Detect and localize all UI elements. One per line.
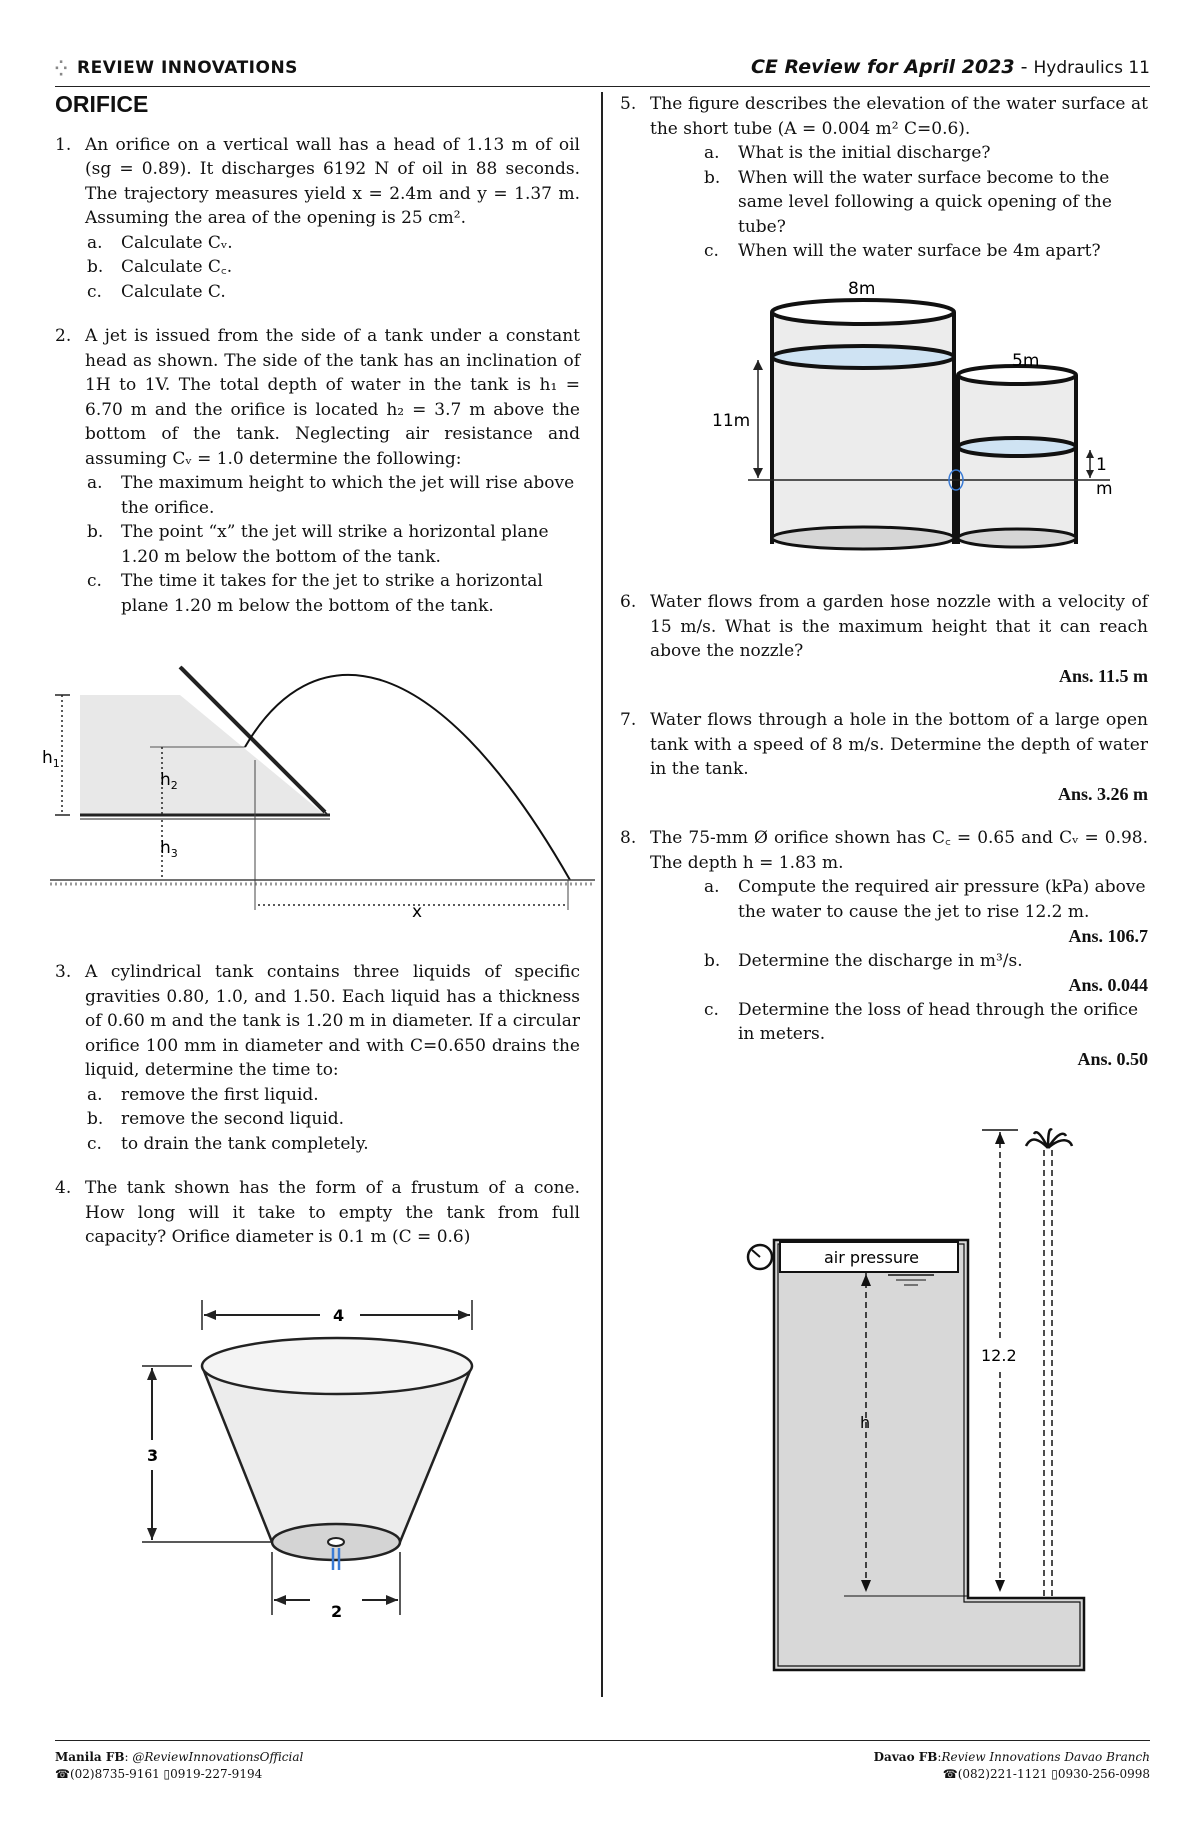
part-letter: a. bbox=[704, 143, 720, 163]
part-text: Compute the required air pressure (kPa) above the water to cause the jet to rise 12.2 m. bbox=[738, 877, 1146, 922]
arrow-icon bbox=[458, 1310, 470, 1320]
problem-3 bbox=[55, 960, 580, 1156]
right-column-middle bbox=[620, 590, 1148, 1071]
part-letter: a. bbox=[87, 232, 103, 253]
problem-text: An orifice on a vertical wall has a head of 1.13 m of oil (sg = 0.89). It discharges 6192 N of oil in 88 seconds. The trajectory measures yield x = 2.4m and y = 1.37 m. Assuming the area of the opening is 25 cm². bbox=[85, 134, 580, 228]
answer: Ans. 3.26 m bbox=[1057, 783, 1148, 804]
problem-4 bbox=[55, 1176, 580, 1250]
left-height-label: 11m bbox=[712, 411, 751, 431]
davao-fb-label: Davao FB bbox=[873, 1750, 938, 1764]
problem-parts bbox=[85, 471, 580, 618]
manila-fb-label: Manila FB bbox=[55, 1750, 125, 1764]
part-text: When will the water surface become to the same level following a quick opening of the tube? bbox=[738, 167, 1112, 237]
part-text: remove the second liquid. bbox=[121, 1109, 345, 1129]
problem-number: 2. bbox=[55, 326, 72, 346]
part-letter: b. bbox=[87, 522, 104, 542]
problem-parts bbox=[650, 949, 1148, 974]
brand-logo-icon: ⁛ bbox=[55, 61, 68, 77]
figure-jet-trajectory bbox=[40, 655, 600, 930]
part-letter: c. bbox=[87, 281, 102, 302]
problem-number: 3. bbox=[55, 962, 72, 982]
tank-left-base bbox=[772, 527, 954, 549]
height-dim-label: 3 bbox=[147, 1446, 159, 1465]
h2-label: $h_2$ bbox=[160, 770, 178, 792]
tank-right-water-surface bbox=[958, 438, 1076, 456]
part-text: The time it takes for the jet to strike a horizontal plane 1.20 m below the bottom of the tank. bbox=[121, 571, 543, 616]
problem-text: The tank shown has the form of a frustum of a cone. How long will it take to empty the tank from full capacity? Orifice diameter is 0.1 m (C = 0.6) bbox=[85, 1178, 580, 1247]
bottom-dim-label: 2 bbox=[331, 1602, 343, 1621]
manila-phone: ☎(02)8735-9161 ▯0919-227-9194 bbox=[55, 1767, 263, 1781]
left-column-lower bbox=[55, 960, 580, 1250]
column-divider bbox=[601, 92, 603, 1697]
h3-label: $h_3$ bbox=[160, 838, 178, 860]
problem-5 bbox=[620, 92, 1148, 264]
problem-parts bbox=[650, 998, 1148, 1047]
x-label: x bbox=[412, 902, 423, 922]
part-item bbox=[85, 1083, 580, 1108]
brand bbox=[55, 58, 298, 78]
left-column bbox=[55, 92, 580, 618]
problem-2 bbox=[55, 324, 580, 618]
davao-fb: Davao FB:Review Innovations Davao Branch bbox=[873, 1750, 1150, 1764]
problem-8 bbox=[620, 826, 1148, 1071]
part-item bbox=[85, 520, 580, 569]
problem-text: Water flows from a garden hose nozzle with a velocity of 15 m/s. What is the maximum height that it can reach above the nozzle? bbox=[650, 592, 1148, 661]
problem-number: 1. bbox=[55, 134, 72, 155]
rise-label: 12.2 bbox=[981, 1346, 1017, 1365]
part-letter: c. bbox=[704, 241, 719, 261]
part-text: The maximum height to which the jet will rise above the orifice. bbox=[121, 473, 575, 518]
tank-right-base bbox=[958, 529, 1076, 547]
answer: Ans. 11.5 m bbox=[1058, 665, 1148, 686]
section-title: ORIFICE bbox=[55, 91, 149, 117]
part-item bbox=[702, 166, 1148, 240]
part-item bbox=[85, 280, 580, 305]
arrow-icon bbox=[386, 1595, 398, 1605]
tank-left-rim bbox=[772, 300, 954, 324]
tank-right-body bbox=[958, 380, 1076, 544]
problem-number: 5. bbox=[620, 94, 637, 114]
part-item bbox=[85, 255, 580, 280]
problem-number: 8. bbox=[620, 828, 637, 848]
h1-label: $h_1$ bbox=[42, 748, 60, 770]
arrow-icon bbox=[147, 1368, 157, 1380]
air-pressure-label: air pressure bbox=[824, 1248, 920, 1267]
frustum-top-ellipse bbox=[202, 1338, 472, 1394]
problem-number: 4. bbox=[55, 1178, 72, 1198]
part-item bbox=[702, 998, 1148, 1047]
problem-parts bbox=[85, 231, 580, 305]
tank-body bbox=[774, 1240, 1084, 1670]
part-item bbox=[85, 569, 580, 618]
part-text: The point “x” the jet will strike a horizontal plane 1.20 m below the bottom of the tank. bbox=[121, 522, 549, 567]
problem-text: The figure describes the elevation of the water surface at the short tube (A = 0.004 m² C=0.6). bbox=[650, 94, 1148, 139]
part-letter: b. bbox=[87, 257, 104, 277]
right-column bbox=[620, 92, 1148, 264]
brand-name: REVIEW INNOVATIONS bbox=[77, 58, 298, 78]
right-diameter-label: 5m bbox=[1012, 351, 1040, 371]
problem-text: Water flows through a hole in the bottom of a large open tank with a speed of 8 m/s. Determine the depth of water in the tank. bbox=[650, 710, 1148, 779]
problem-text: A jet is issued from the side of a tank under a constant head as shown. The side of the tank has an inclination of 1H to 1V. The total depth of water in the tank is h₁ = 6.70 m and the orifice is located h₂ = 3.7 m above the bottom of the tank. Neglecting air resistance and assuming Cᵥ = 1.0 determine the following: bbox=[85, 326, 580, 469]
part-letter: a. bbox=[704, 877, 720, 897]
part-text: Calculate Cᵥ. bbox=[121, 232, 233, 253]
arrow-icon bbox=[1086, 470, 1094, 478]
problem-text: The 75-mm Ø orifice shown has C꜀ = 0.65 and Cᵥ = 0.98. The depth h = 1.83 m. bbox=[650, 828, 1148, 873]
part-item bbox=[702, 141, 1148, 166]
arrow-icon bbox=[204, 1310, 216, 1320]
part-text: Determine the discharge in m³/s. bbox=[738, 950, 1023, 971]
problem-number: 6. bbox=[620, 592, 637, 612]
figure-pressurized-tank bbox=[730, 1120, 1120, 1680]
arrow-icon bbox=[1086, 450, 1094, 458]
problem-parts bbox=[650, 875, 1148, 924]
part-letter: a. bbox=[87, 473, 103, 493]
problem-1 bbox=[55, 133, 580, 305]
part-text: When will the water surface be 4m apart? bbox=[738, 241, 1101, 261]
part-letter: a. bbox=[87, 1084, 103, 1105]
jet-trajectory bbox=[245, 675, 570, 880]
problem-6 bbox=[620, 590, 1148, 688]
part-text: What is the initial discharge? bbox=[738, 143, 991, 163]
part-letter: b. bbox=[87, 1109, 104, 1129]
course-title bbox=[751, 56, 1150, 78]
page-header bbox=[55, 56, 1150, 87]
part-letter: b. bbox=[704, 950, 721, 971]
part-item bbox=[85, 471, 580, 520]
footer-manila bbox=[55, 1749, 303, 1783]
arrow-icon bbox=[274, 1595, 286, 1605]
part-item bbox=[702, 875, 1148, 924]
part-text: to drain the tank completely. bbox=[121, 1133, 369, 1154]
right-height-label: 1 bbox=[1096, 455, 1107, 475]
davao-fb-handle: Review Innovations Davao Branch bbox=[941, 1750, 1150, 1764]
page-footer bbox=[55, 1740, 1150, 1781]
part-text: Determine the loss of head through the orifice in meters. bbox=[738, 999, 1139, 1044]
arrow-icon bbox=[147, 1528, 157, 1540]
answer: Ans. 106.7 bbox=[1068, 926, 1148, 946]
part-letter: c. bbox=[87, 571, 102, 591]
part-text: Calculate C꜀. bbox=[121, 257, 233, 277]
part-text: remove the first liquid. bbox=[121, 1084, 319, 1105]
orifice-icon bbox=[328, 1538, 344, 1546]
part-item bbox=[85, 231, 580, 256]
right-height-unit: m bbox=[1096, 479, 1113, 499]
problem-number: 7. bbox=[620, 710, 637, 730]
problem-parts bbox=[85, 1083, 580, 1157]
course-name: CE Review for April 2023 bbox=[750, 56, 1015, 78]
part-item bbox=[85, 1132, 580, 1157]
part-letter: c. bbox=[87, 1133, 102, 1154]
footer-davao bbox=[874, 1749, 1150, 1783]
part-text: Calculate C. bbox=[121, 281, 226, 302]
figure-two-tanks bbox=[700, 270, 1140, 560]
figure-frustum-tank bbox=[130, 1280, 490, 1640]
manila-fb: Manila FB: @ReviewInnovationsOfficial bbox=[55, 1750, 304, 1764]
left-diameter-label: 8m bbox=[848, 279, 876, 299]
arrow-icon bbox=[753, 468, 763, 478]
arrow-icon bbox=[995, 1580, 1005, 1592]
top-dim-label: 4 bbox=[333, 1306, 345, 1325]
part-letter: b. bbox=[704, 167, 721, 188]
answer: Ans. 0.50 bbox=[1077, 1048, 1148, 1069]
problem-7 bbox=[620, 708, 1148, 806]
tank-left-water-surface bbox=[772, 346, 954, 368]
arrow-icon bbox=[995, 1132, 1005, 1144]
problem-parts bbox=[650, 141, 1148, 264]
part-item bbox=[702, 239, 1148, 264]
part-item bbox=[702, 949, 1148, 974]
problem-text: A cylindrical tank contains three liquids of specific gravities 0.80, 1.0, and 1.50. Each liquid has a thickness of 0.60 m and the tank is 1.20 m in diameter. If a circular orifice 100 mm in diameter and with C=0.650 drains the liquid, determine the time to: bbox=[85, 962, 580, 1080]
tank-water bbox=[80, 695, 325, 815]
answer: Ans. 0.044 bbox=[1068, 975, 1148, 995]
manila-fb-handle: @ReviewInnovationsOfficial bbox=[132, 1750, 304, 1764]
depth-label: h bbox=[860, 1413, 871, 1432]
part-letter: c. bbox=[704, 999, 719, 1020]
arrow-icon bbox=[753, 360, 763, 370]
davao-phone: ☎(082)221-1121 ▯0930-256-0998 bbox=[942, 1767, 1150, 1781]
subject-name: Hydraulics 11 bbox=[1033, 58, 1150, 78]
header-separator: - bbox=[1014, 56, 1034, 78]
part-item bbox=[85, 1107, 580, 1132]
jet-spray-icon bbox=[1026, 1129, 1072, 1148]
